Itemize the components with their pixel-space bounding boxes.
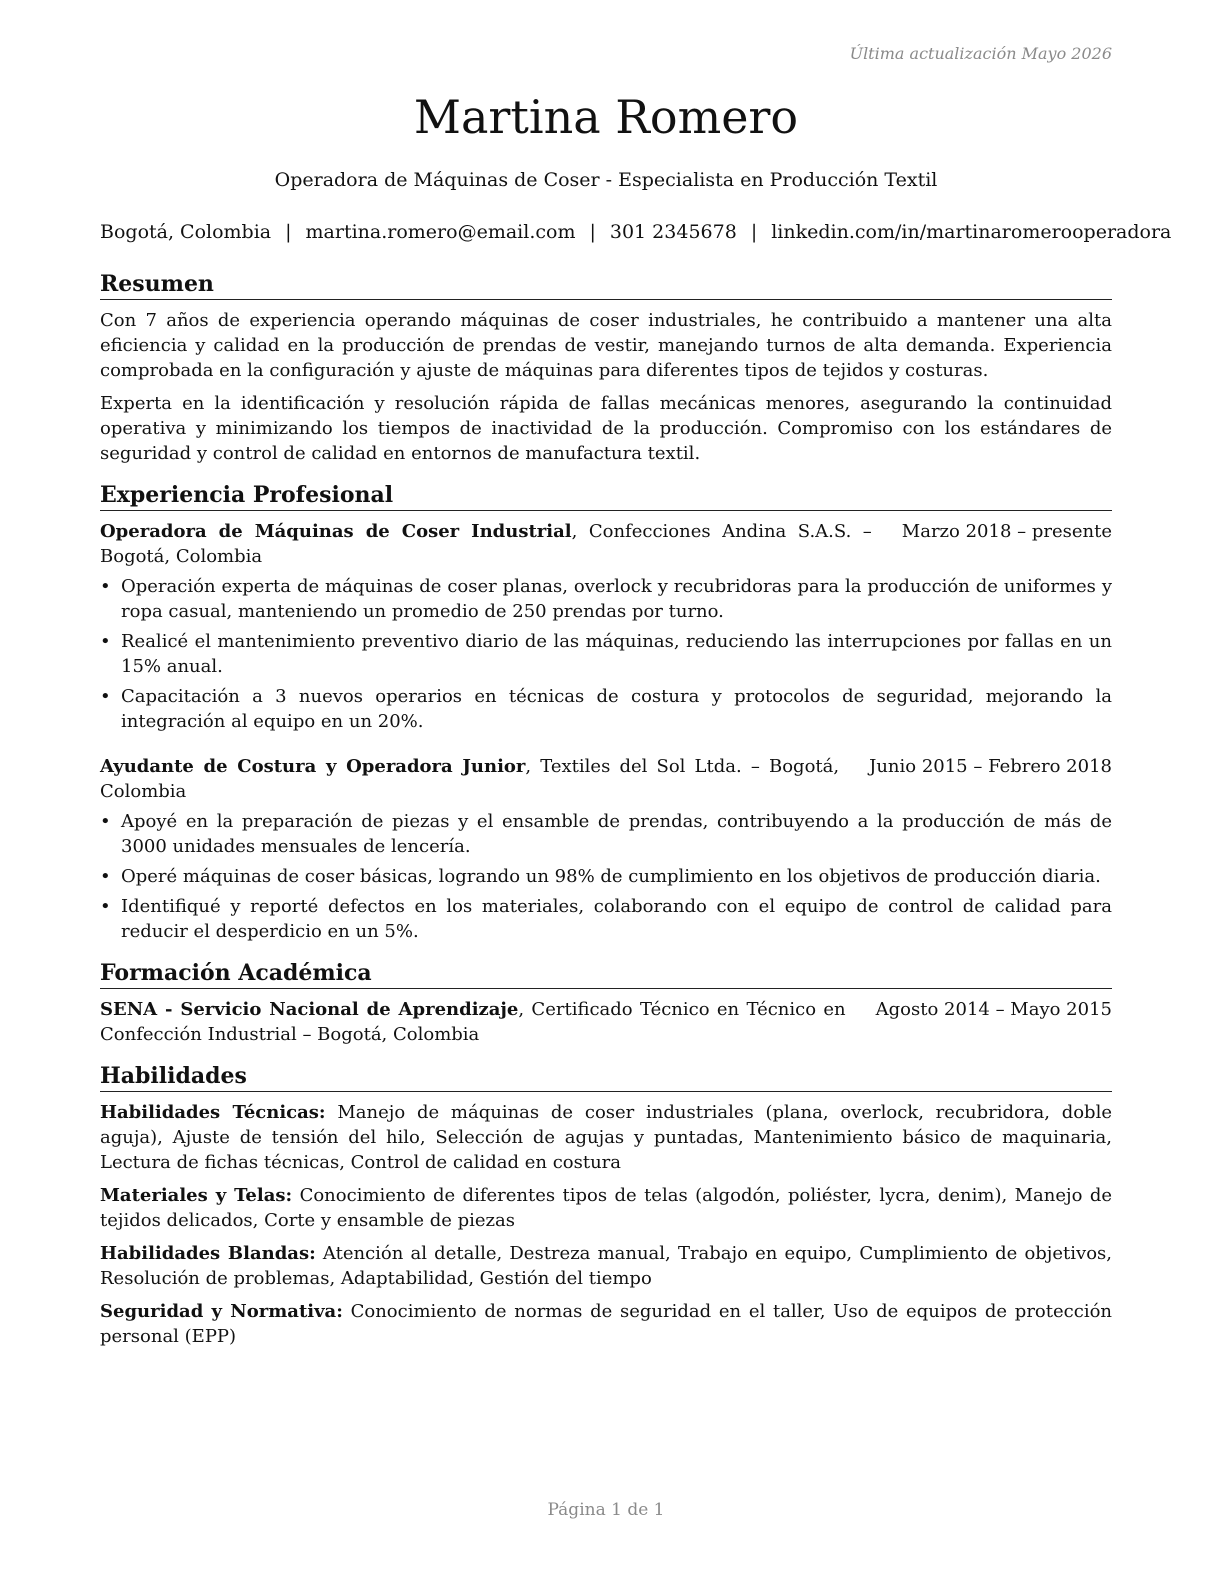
candidate-name: Martina Romero <box>413 90 799 144</box>
summary-paragraph: Experta en la identificación y resolución rápida de fallas mecánicas menores, asegurando la continuidad operativa y minimizando los tiempos de inactividad de la producción. Compromiso con los estándares de seguridad y control de calidad en entornos de manufactura textil. <box>100 393 1112 464</box>
skill-text: Conocimiento de normas de seguridad en el taller, Uso de equipos de protección personal (EPP) <box>100 1301 1113 1347</box>
bullet-icon: • <box>100 576 111 597</box>
last-updated: Última actualización Mayo 2026 <box>849 44 1112 63</box>
job-organization: , Confecciones Andina S.A.S. – Bogotá, Colombia <box>100 521 872 567</box>
skill-text: Conocimiento de diferentes tipos de telas (algodón, poliéster, lycra, denim), Manejo de tejidos delicados, Corte y ensamble de piezas <box>100 1185 1112 1231</box>
skill-label: Materiales y Telas: <box>100 1185 293 1206</box>
bullet-icon: • <box>100 811 111 832</box>
experience-section <box>100 480 1112 944</box>
contact-location: Bogotá, Colombia <box>100 221 272 243</box>
contact-separator: | <box>285 221 292 243</box>
education-detail: , Certificado Técnico en Técnico en Confección Industrial – Bogotá, Colombia <box>100 999 846 1045</box>
job-role: Ayudante de Costura y Operadora Junior <box>100 756 526 777</box>
job-header <box>100 754 1112 804</box>
job-bullets <box>100 574 1112 734</box>
bullet-icon: • <box>100 896 111 917</box>
job-entry <box>100 519 1112 734</box>
job-role: Operadora de Máquinas de Coser Industrial <box>100 521 572 542</box>
contact-separator: | <box>589 221 596 243</box>
list-item: • Capacitación a 3 nuevos operarios en técnicas de costura y protocolos de seguridad, mejorando la integración al equipo en un 20%. <box>100 686 1112 732</box>
summary-section <box>100 269 1112 466</box>
education-section <box>100 958 1112 1047</box>
list-item: • Apoyé en la preparación de piezas y el ensamble de prendas, contribuyendo a la producción de más de 3000 unidades mensuales de lencería. <box>100 811 1112 857</box>
skill-label: Seguridad y Normativa: <box>100 1301 343 1322</box>
skills-section <box>100 1061 1112 1349</box>
education-dates: Agosto 2014 – Mayo 2015 <box>875 999 1112 1020</box>
list-item: • Realicé el mantenimiento preventivo diario de las máquinas, reduciendo las interrupciones por fallas en un 15% anual. <box>100 631 1112 677</box>
education-school: SENA - Servicio Nacional de Aprendizaje <box>100 999 519 1020</box>
resume-content <box>100 269 1112 1363</box>
job-entry <box>100 754 1112 944</box>
skill-label: Habilidades Técnicas: <box>100 1102 326 1123</box>
bullet-icon: • <box>100 866 111 887</box>
candidate-headline: Operadora de Máquinas de Coser - Especialista en Producción Textil <box>274 169 938 191</box>
skill-text: Atención al detalle, Destreza manual, Trabajo en equipo, Cumplimiento de objetivos, Resolución de problemas, Adaptabilidad, Gestión del tiempo <box>100 1243 1112 1289</box>
job-dates: Junio 2015 – Febrero 2018 <box>869 756 1112 777</box>
education-entry <box>100 997 1112 1047</box>
skill-label: Habilidades Blandas: <box>100 1243 316 1264</box>
list-item: • Operación experta de máquinas de coser planas, overlock y recubridoras para la producción de uniformes y ropa casual, manteniendo un promedio de 250 prendas por turno. <box>100 576 1112 622</box>
section-title-summary: Resumen <box>100 269 1112 300</box>
summary-paragraph: Con 7 años de experiencia operando máquinas de coser industriales, he contribuido a mantener una alta eficiencia y calidad en la producción de prendas de vestir, manejando turnos de alta demanda. Experiencia comprobada en la configuración y ajuste de máquinas para diferentes tipos de tejidos y costuras. <box>100 310 1112 381</box>
contact-separator: | <box>750 221 758 243</box>
skill-group <box>100 1241 1112 1291</box>
page-number: Página 1 de 1 <box>547 1500 665 1520</box>
skill-text: Manejo de máquinas de coser industriales (plana, overlock, recubridora, doble aguja), Ajuste de tensión del hilo, Selección de agujas y puntadas, Mantenimiento básico de maquinaria, Lectura de fichas técnicas, Control de calidad en costura <box>100 1102 1112 1173</box>
skill-group <box>100 1100 1112 1175</box>
contact-phone: 301 2345678 <box>609 221 737 243</box>
list-item: • Identifiqué y reporté defectos en los materiales, colaborando con el equipo de control de calidad para reducir el desperdicio en un 5%. <box>100 896 1112 942</box>
contact-linkedin[interactable]: linkedin.com/in/martinaromerooperadora <box>771 221 1172 243</box>
job-organization: , Textiles del Sol Ltda. – Bogotá, Colombia <box>100 756 840 802</box>
job-bullets <box>100 809 1112 944</box>
skill-group <box>100 1183 1112 1233</box>
contact-line <box>100 219 1172 245</box>
skill-group <box>100 1299 1112 1349</box>
bullet-icon: • <box>100 686 111 707</box>
contact-email[interactable]: martina.romero@email.com <box>305 221 576 243</box>
section-title-skills: Habilidades <box>100 1061 1112 1092</box>
job-header <box>100 519 1112 569</box>
bullet-icon: • <box>100 631 111 652</box>
job-dates: Marzo 2018 – presente <box>901 521 1112 542</box>
section-title-education: Formación Académica <box>100 958 1112 989</box>
section-title-experience: Experiencia Profesional <box>100 480 1112 511</box>
list-item: • Operé máquinas de coser básicas, logrando un 98% de cumplimiento en los objetivos de producción diaria. <box>100 866 1101 887</box>
